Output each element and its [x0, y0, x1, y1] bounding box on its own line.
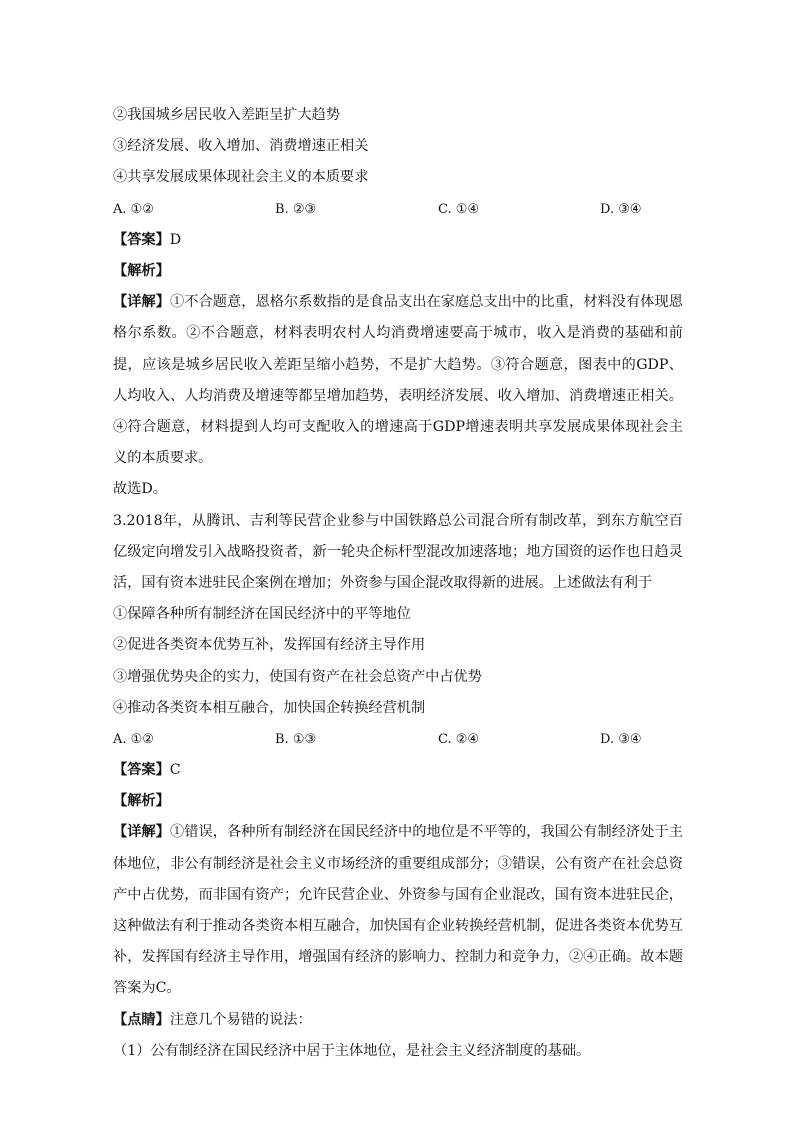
q2-detail-text: ①不合题意，恩格尔系数指的是食品支出在家庭总支出中的比重，材料没有体现恩格尔系数。②不合题意，材料表明农村人均消费增速要高于城市，收入是消费的基础和前提，应该是城乡居民收入差距呈缩小趋势，不是扩大趋势。③符合题意，图表中的GDP、人均收入、人均消费及增速等都呈增加趋势，表明经济发展、收入增加、消费增速正相关。④符合题意，材料提到人均可支配收入的增速高于GDP增速表明共享发展成果体现社会主义的本质要求。: [113, 294, 683, 467]
q2-option-3: ③经济发展、收入增加、消费增速正相关: [113, 138, 369, 155]
q3-answer-tag: 【答案】: [113, 762, 170, 779]
q3-detail-text: ①错误，各种所有制经济在国民经济中的地位是不平等的，我国公有制经济处于主体地位，非公有制经济是社会主义市场经济的重要组成部分；③错误，公有资产在社会总资产中占优势，而非国有资产；允许民营企业、外资参与国有企业混改，国有资本进驻民企，这种做法有利于推动各类资本相互融合，加快国有企业转换经营机制，促进各类资本优势互补，发挥国有经济主导作用，增强国有经济的影响力、控制力和竞争力，②④正确。故本题答案为C。: [113, 824, 683, 997]
q2-analysis-heading: [113, 256, 683, 287]
document-page: [113, 100, 683, 1067]
q2-choice-b: B. ②③: [275, 201, 317, 217]
q2-analysis-tag: 【解析】: [113, 262, 170, 279]
q2-option-2: ②我国城乡居民收入差距呈扩大趋势: [113, 107, 341, 123]
q2-choice-c: C. ①④: [438, 201, 480, 217]
q2-detail-tag: 【详解】: [113, 294, 171, 311]
q2-answer: [113, 225, 683, 256]
q3-option-4: ④推动各类资本相互融合，加快国企转换经营机制: [113, 699, 426, 716]
q2-choices: [113, 194, 683, 225]
q2-conclusion: 故选D。: [113, 481, 167, 498]
q2-answer-value: D: [169, 231, 182, 248]
q2-detail: [113, 287, 683, 474]
q2-option-4: ④共享发展成果体现社会主义的本质要求: [113, 169, 369, 186]
q3-point: [113, 1005, 683, 1036]
q2-choice-d: D. ③④: [600, 201, 642, 217]
q3-detail-tag: 【详解】: [113, 824, 171, 841]
q3-answer: [113, 755, 683, 786]
q3-choice-c: C. ②④: [438, 731, 480, 747]
q3-choice-b: B. ①③: [275, 731, 317, 747]
q3-stem: 3.2018年，从腾讯、吉利等民营企业参与中国铁路总公司混合所有制改革，到东方航空百亿级定向增发引入战略投资者，新一轮央企标杆型混改加速落地；地方国资的运作也日趋灵活，国有资本进驻民企案例在增加；外资参与国企混改取得新的进展。上述做法有利于: [113, 512, 683, 591]
q3-point-item: （1）公有制经济在国民经济中居于主体地位，是社会主义经济制度的基础。: [113, 1042, 591, 1059]
q3-point-tag: 【点睛】: [113, 1011, 170, 1028]
q3-analysis-tag: 【解析】: [113, 793, 170, 810]
q3-option-2: ②促进各类资本优势互补，发挥国有经济主导作用: [113, 637, 426, 654]
q3-option-3: ③增强优势央企的实力，使国有资产在社会总资产中占优势: [113, 668, 482, 685]
q3-choice-d: D. ③④: [600, 731, 642, 747]
q3-option-1: ①保障各种所有制经济在国民经济中的平等地位: [113, 606, 411, 623]
q3-answer-value: C: [169, 762, 181, 779]
q3-detail: [113, 817, 683, 1004]
q3-point-text: 注意几个易错的说法：: [169, 1011, 312, 1028]
q2-answer-tag: 【答案】: [113, 231, 170, 248]
q3-choices: [113, 724, 683, 755]
q3-choice-a: A. ①②: [113, 731, 154, 747]
q3-analysis-heading: [113, 786, 683, 817]
q2-choice-a: A. ①②: [113, 201, 154, 217]
